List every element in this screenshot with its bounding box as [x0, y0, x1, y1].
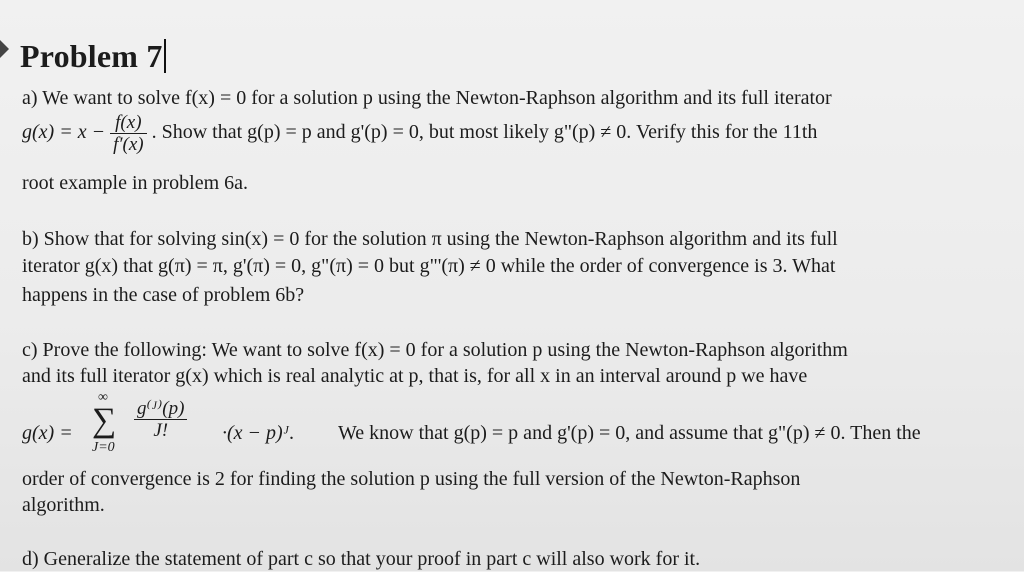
part-a-fraction-denominator: f′(x) [113, 134, 144, 155]
part-c-line-5: algorithm. [22, 494, 105, 516]
part-a-fraction-numerator: f(x) [110, 112, 147, 134]
part-a-fraction [110, 112, 147, 155]
part-c-series-line [22, 390, 1022, 462]
part-c-line-2: and its full iterator g(x) which is real analytic at p, that is, for all x in an interval around p we have [22, 365, 808, 387]
part-b-line-1: b) Show that for solving sin(x) = 0 for the solution π using the Newton-Raphson algorithm and its full [22, 228, 838, 250]
part-c-line-3-text: We know that g(p) = p and g'(p) = 0, and assume that g"(p) ≠ 0. Then the [338, 422, 921, 444]
problem-title-text: Problem 7 [20, 38, 163, 74]
text-cursor [164, 39, 166, 73]
part-c-g-lhs: g(x) = [22, 422, 73, 444]
part-a-line-3: root example in problem 6a. [22, 172, 249, 194]
part-d-line-1: d) Generalize the statement of part c so that your proof in part c will also work for it. [22, 548, 701, 570]
sum-symbol: ∑ [92, 402, 117, 439]
sum-upper-limit: ∞ [98, 390, 108, 405]
problem-title [20, 38, 166, 75]
part-c-line-4: order of convergence is 2 for finding the solution p using the full version of the Newton-Raphson [22, 468, 801, 490]
part-b-line-2: iterator g(x) that g(π) = π, g'(π) = 0, g"(π) = 0 but g"'(π) ≠ 0 while the order of convergence is 3. What [22, 255, 836, 277]
part-a-line-2-text: . Show that g(p) = p and g'(p) = 0, but most likely g"(p) ≠ 0. Verify this for the 11th [151, 121, 818, 144]
part-a-g-lhs: g(x) = x − [22, 121, 106, 144]
series-numerator: g⁽ᴶ⁾(p) [134, 398, 187, 420]
sum-lower-limit: J=0 [92, 440, 115, 455]
series-denominator: J! [153, 420, 169, 441]
page-corner-mark [0, 40, 9, 58]
part-c-line-1: c) Prove the following: We want to solve f(x) = 0 for a solution p using the Newton-Raphson algorithm [22, 339, 848, 361]
series-tail: ·(x − p)ᴶ. [222, 422, 295, 444]
series-fraction [134, 398, 187, 441]
part-a-line-1: a) We want to solve f(x) = 0 for a solution p using the Newton-Raphson algorithm and its full iterator [22, 87, 832, 109]
part-a-formula-line [22, 112, 817, 155]
part-b-line-3: happens in the case of problem 6b? [22, 284, 305, 306]
